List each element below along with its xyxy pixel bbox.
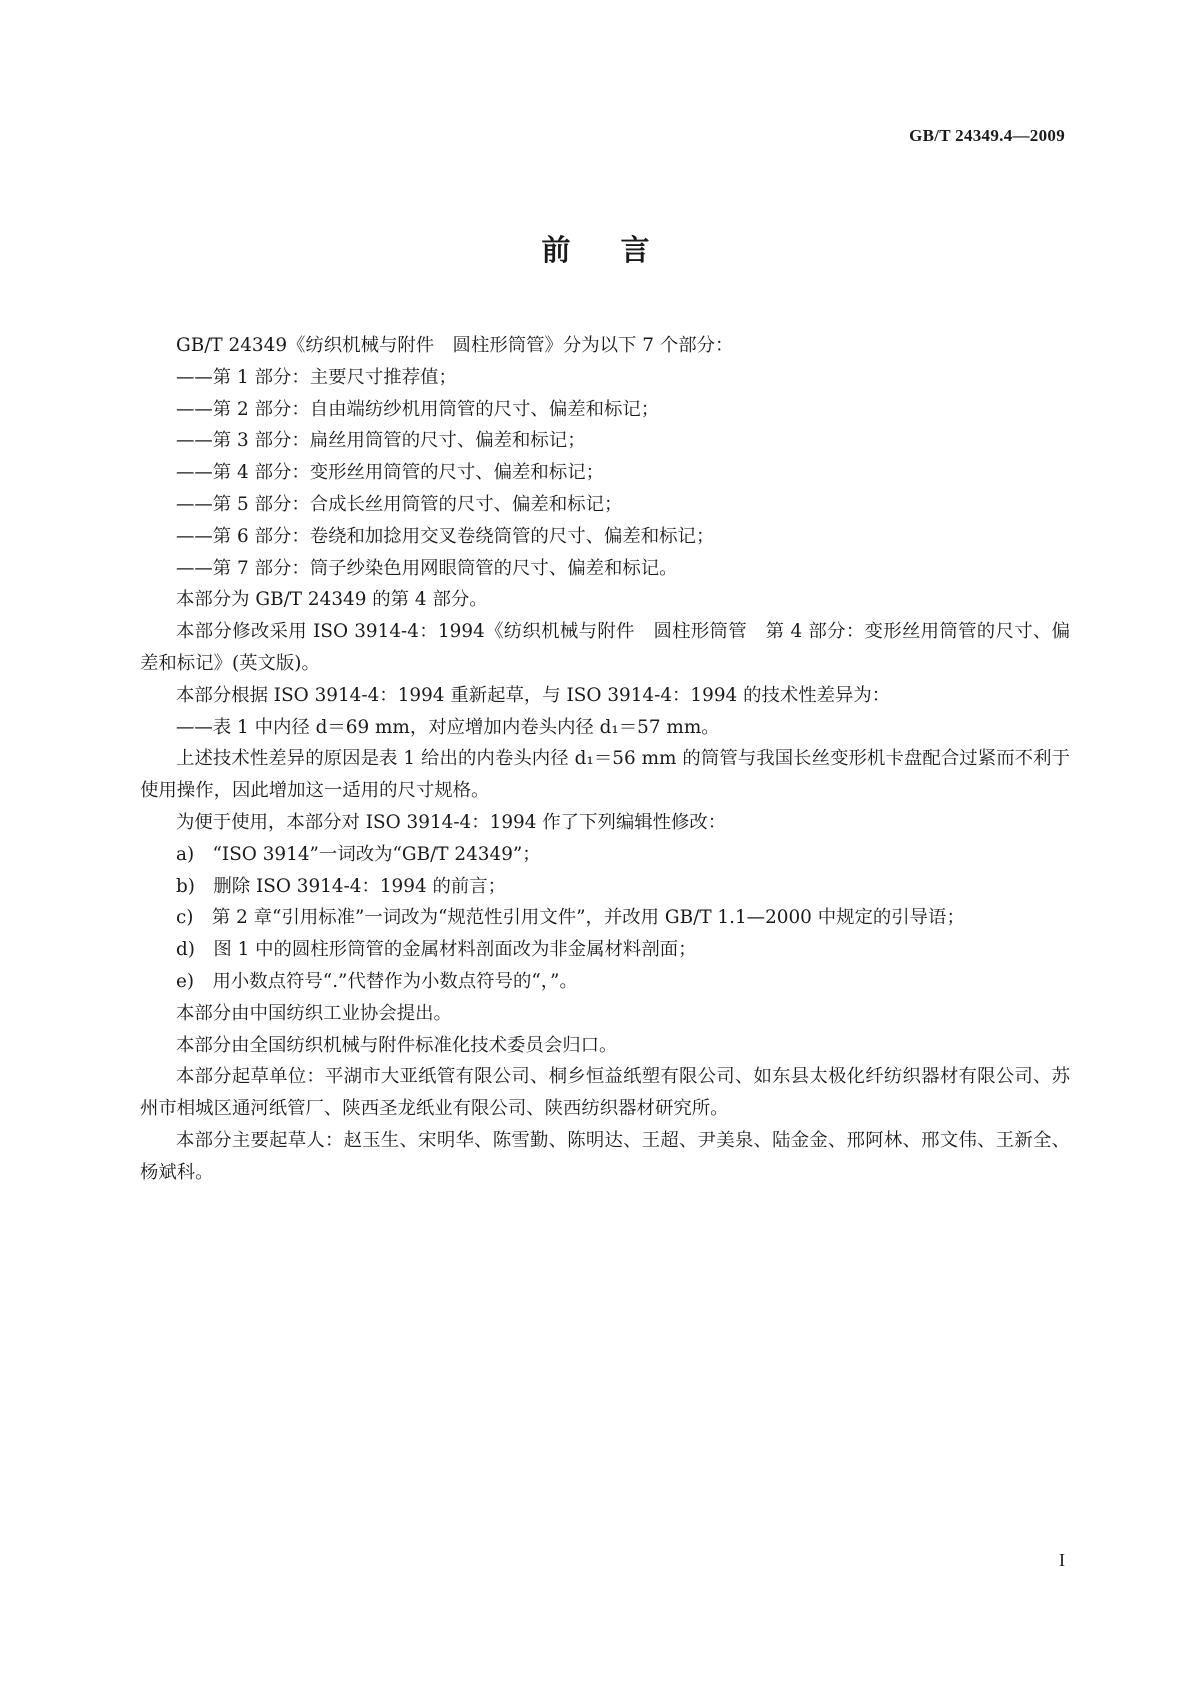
list-item-part-5: ——第 5 部分：合成长丝用筒管的尺寸、偏差和标记； bbox=[176, 493, 623, 515]
list-item-edit-e: e) 用小数点符号“.”代替作为小数点符号的“，”。 bbox=[176, 970, 578, 992]
paragraph-proposer: 本部分由中国纺织工业协会提出。 bbox=[176, 1002, 452, 1024]
list-item-edit-d: d) 图 1 中的圆柱形筒管的金属材料剖面改为非金属材料剖面； bbox=[176, 939, 697, 961]
list-item-part-3: ——第 3 部分：扁丝用筒管的尺寸、偏差和标记； bbox=[176, 430, 586, 452]
paragraph-adoption: 本部分修改采用 ISO 3914-4：1994《纺织机械与附件 圆柱形筒管 第 4 部分：变形丝用筒管的尺寸、偏差和标记》(英文版)。 bbox=[140, 621, 1070, 674]
list-item-part-2: ——第 2 部分：自由端纺纱机用筒管的尺寸、偏差和标记； bbox=[176, 398, 660, 420]
list-item-part-1: ——第 1 部分：主要尺寸推荐值； bbox=[176, 366, 457, 388]
list-item-edit-a: a) “ISO 3914”一词改为“GB/T 24349”； bbox=[176, 843, 541, 865]
standard-number: GB/T 24349.4—2009 bbox=[909, 126, 1065, 145]
foreword-body bbox=[140, 330, 1070, 1189]
page-number: I bbox=[1059, 1550, 1065, 1570]
page-title: 前言 bbox=[541, 233, 700, 267]
paragraph-committee: 本部分由全国纺织机械与附件标准化技术委员会归口。 bbox=[176, 1034, 618, 1056]
list-item-part-7: ——第 7 部分：筒子纱染色用网眼筒管的尺寸、偏差和标记。 bbox=[176, 557, 678, 579]
paragraph-drafters: 本部分主要起草人：赵玉生、宋明华、陈雪勤、陈明达、王超、尹美泉、陆金金、邢阿林、邢文伟、王新全、杨斌科。 bbox=[140, 1129, 1070, 1183]
list-item-part-6: ——第 6 部分：卷绕和加捻用交叉卷绕筒管的尺寸、偏差和标记； bbox=[176, 525, 715, 547]
paragraph-drafting-units: 本部分起草单位：平湖市大亚纸管有限公司、桐乡恒益纸塑有限公司、如东县太极化纤纺织器材有限公司、苏州市相城区通河纸管厂、陕西圣龙纸业有限公司、陕西纺织器材研究所。 bbox=[140, 1066, 1070, 1120]
list-item-difference: ——表 1 中内径 d＝69 mm，对应增加内卷头内径 d₁＝57 mm。 bbox=[176, 716, 720, 738]
paragraph-part-statement: 本部分为 GB/T 24349 的第 4 部分。 bbox=[176, 589, 488, 611]
paragraph-differences-intro: 本部分根据 ISO 3914-4：1994 重新起草，与 ISO 3914-4：1994 的技术性差异为： bbox=[176, 684, 891, 706]
list-item-edit-b: b) 删除 ISO 3914-4：1994 的前言； bbox=[176, 875, 507, 897]
paragraph-intro: GB/T 24349《纺织机械与附件 圆柱形筒管》分为以下 7 个部分： bbox=[176, 335, 734, 356]
list-item-part-4: ——第 4 部分：变形丝用筒管的尺寸、偏差和标记； bbox=[176, 462, 604, 484]
list-item-edit-c: c) 第 2 章“引用标准”一词改为“规范性引用文件”，并改用 GB/T 1.1—2000 中规定的引导语； bbox=[176, 907, 965, 929]
paragraph-difference-reason: 上述技术性差异的原因是表 1 给出的内卷头内径 d₁＝56 mm 的筒管与我国长丝变形机卡盘配合过紧而不利于使用操作，因此增加这一适用的尺寸规格。 bbox=[140, 748, 1070, 802]
paragraph-editorial-intro: 为便于使用，本部分对 ISO 3914-4：1994 作了下列编辑性修改： bbox=[176, 811, 727, 833]
